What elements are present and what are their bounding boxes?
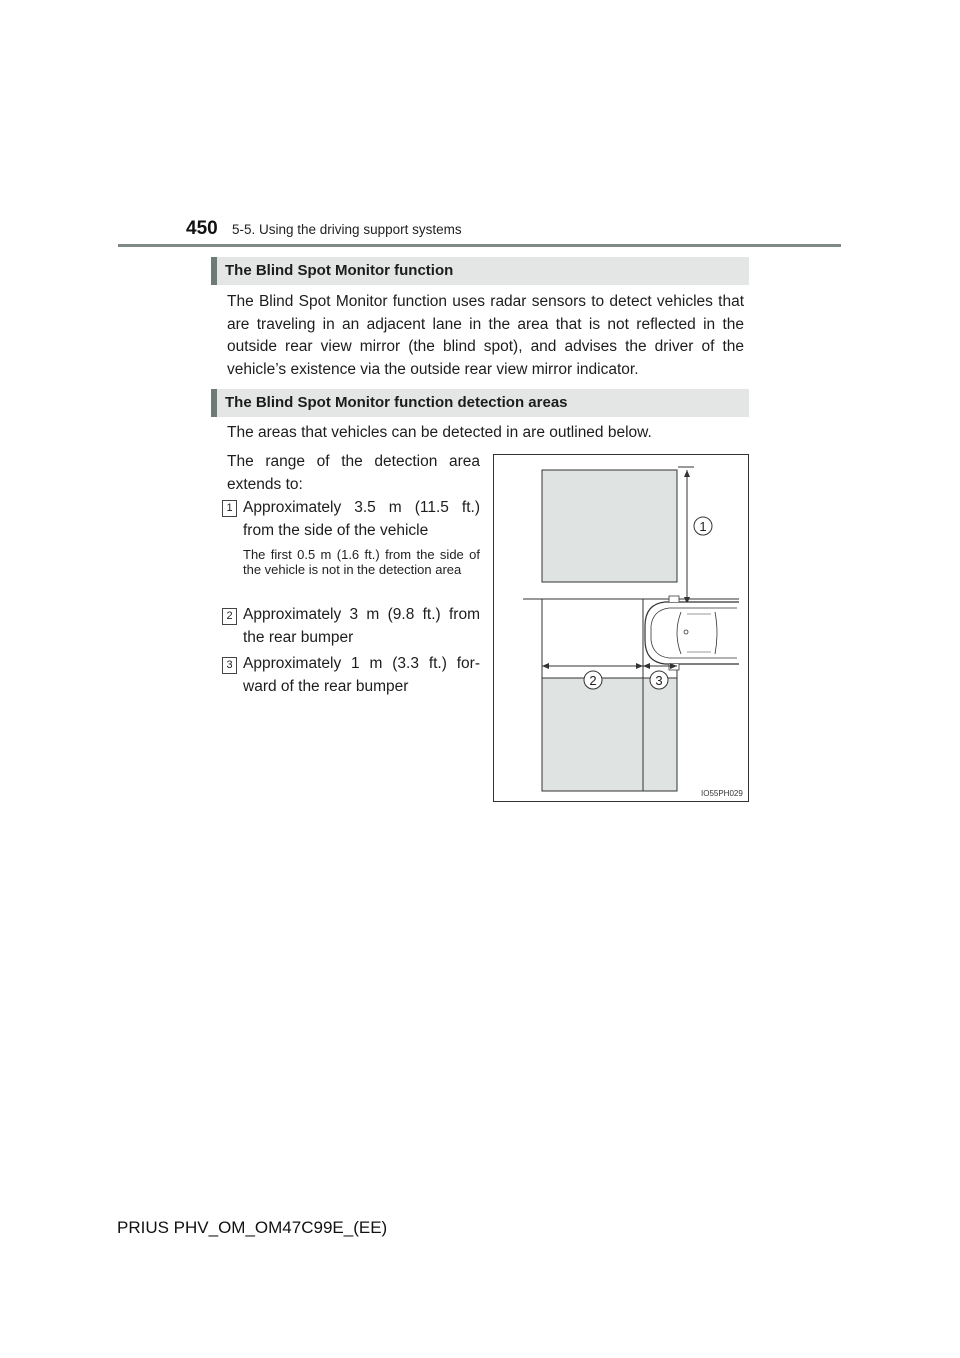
section-heading-label: The Blind Spot Monitor function — [225, 262, 454, 279]
item-number-badge: 1 — [222, 500, 237, 517]
section-heading-detection-areas — [211, 389, 749, 417]
rear-detection-area — [542, 678, 643, 791]
item-2-text: Approximately 3 m (9.8 ft.) from the rear bumper — [243, 606, 480, 646]
item-3-text: Approximately 1 m (3.3 ft.) for-ward of the rear bumper — [243, 655, 480, 695]
callout-3-label: 3 — [655, 673, 663, 688]
side-detection-area — [542, 470, 677, 582]
section-heading-function — [211, 257, 749, 285]
vehicle-icon — [645, 596, 739, 670]
chapter-title: 5-5. Using the driving support systems — [232, 222, 462, 237]
item-number-badge: 3 — [222, 657, 237, 674]
function-description: The Blind Spot Monitor function uses radar sensors to detect vehicles that are traveling in an adjacent lane in the area that is not reflected in the outside rear view mirror (the blind spot), and advises the driver of the vehicle’s existence via the outside rear view mirror indicator. — [227, 293, 744, 378]
figure-code: IO55PH029 — [701, 789, 743, 798]
item-number-badge: 2 — [222, 608, 237, 625]
item-1-note: The first 0.5 m (1.6 ft.) from the side of the vehicle is not in the detection area — [243, 547, 480, 577]
callout-1-label: 1 — [699, 519, 707, 534]
rear-inner-detection-area — [643, 678, 677, 791]
section-heading-label: The Blind Spot Monitor function detection areas — [225, 394, 568, 411]
detection-intro: The areas that vehicles can be detected in are outlined below. — [227, 424, 652, 441]
page-number: 450 — [186, 218, 218, 239]
range-intro: The range of the detection area extends to: — [227, 453, 480, 493]
document-id: PRIUS PHV_OM_OM47C99E_(EE) — [117, 1218, 388, 1237]
callout-2-label: 2 — [589, 673, 597, 688]
item-1-text: Approximately 3.5 m (11.5 ft.) from the side of the vehicle — [243, 499, 480, 539]
header-divider — [118, 244, 841, 247]
detection-area-diagram — [493, 454, 749, 802]
